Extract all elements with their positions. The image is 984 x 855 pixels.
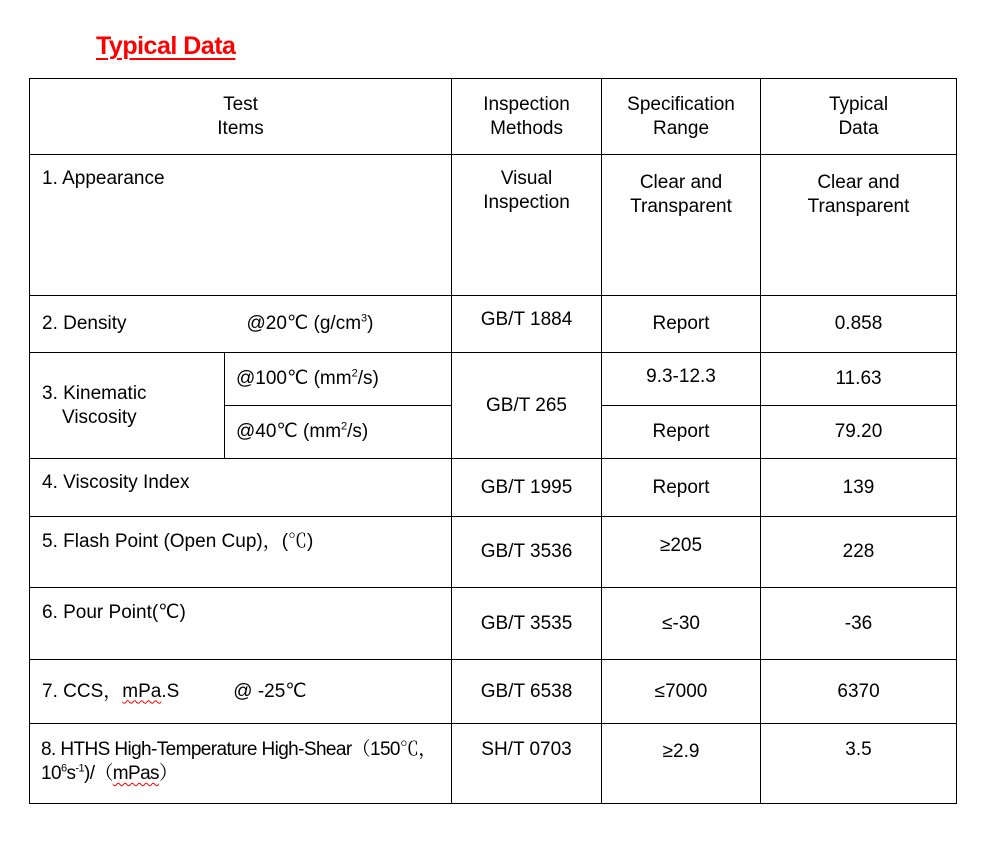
typical-appearance: Clear and Transparent — [761, 155, 957, 296]
method-density: GB/T 1884 — [452, 296, 602, 353]
method-viscosity: GB/T 265 — [452, 353, 602, 459]
typical-viscosity-100c: 11.63 — [761, 353, 957, 406]
table-row — [30, 660, 957, 724]
item-flash-point: 5. Flash Point (Open Cup)，(℃) — [30, 517, 452, 588]
spec-viscosity-index: Report — [602, 459, 761, 517]
item-kinematic-viscosity: 3. Kinematic Viscosity — [30, 353, 225, 459]
page-title: Typical Data — [96, 32, 236, 60]
spec-ccs: ≤7000 — [602, 660, 761, 724]
spec-flash-point: ≥205 — [602, 517, 761, 588]
spec-hths: ≥2.9 — [602, 724, 761, 804]
condition-40c: @40℃ $(mm^2/s)$ — [225, 406, 452, 459]
spec-viscosity-40c: Report — [602, 406, 761, 459]
table-row — [30, 353, 957, 406]
table-row — [30, 155, 957, 296]
typical-viscosity-40c: 79.20 — [761, 406, 957, 459]
spec-pour-point: ≤-30 — [602, 588, 761, 660]
condition-100c: @100℃ $(mm^2/s)$ — [225, 353, 452, 406]
header-test-items: Test Items — [30, 79, 452, 155]
table-row — [30, 517, 957, 588]
typical-pour-point: -36 — [761, 588, 957, 660]
spec-density: Report — [602, 296, 761, 353]
item-viscosity-index: 4. Viscosity Index — [30, 459, 452, 517]
item-pour-point: 6. Pour Point(℃) — [30, 588, 452, 660]
method-ccs: GB/T 6538 — [452, 660, 602, 724]
typical-ccs: 6370 — [761, 660, 957, 724]
item-appearance: 1. Appearance — [30, 155, 452, 296]
spec-appearance: Clear and Transparent — [602, 155, 761, 296]
table-row — [30, 724, 957, 804]
header-specification-range: Specification Range — [602, 79, 761, 155]
item-hths: 8. HTHS High-Temperature High-Shear（150℃， $10^6s^{-1})/(mPas)$ — [30, 724, 452, 804]
spec-viscosity-100c: 9.3-12.3 — [602, 353, 761, 406]
typical-hths: 3.5 — [761, 724, 957, 804]
typical-density: 0.858 — [761, 296, 957, 353]
item-density: 2. Density @20℃ $(g/cm^3)$ — [30, 296, 452, 353]
table-header-row — [30, 79, 957, 155]
typical-flash-point: 228 — [761, 517, 957, 588]
method-flash-point: GB/T 3536 — [452, 517, 602, 588]
typical-viscosity-index: 139 — [761, 459, 957, 517]
table-row — [30, 459, 957, 517]
method-viscosity-index: GB/T 1995 — [452, 459, 602, 517]
table-row — [30, 296, 957, 353]
typical-data-table — [29, 78, 957, 804]
item-ccs: 7. CCS，mPa.S @ -25℃ — [30, 660, 452, 724]
header-typical-data: Typical Data — [761, 79, 957, 155]
method-hths: SH/T 0703 — [452, 724, 602, 804]
method-appearance: Visual Inspection — [452, 155, 602, 296]
header-inspection-methods: Inspection Methods — [452, 79, 602, 155]
method-pour-point: GB/T 3535 — [452, 588, 602, 660]
table-row — [30, 588, 957, 660]
